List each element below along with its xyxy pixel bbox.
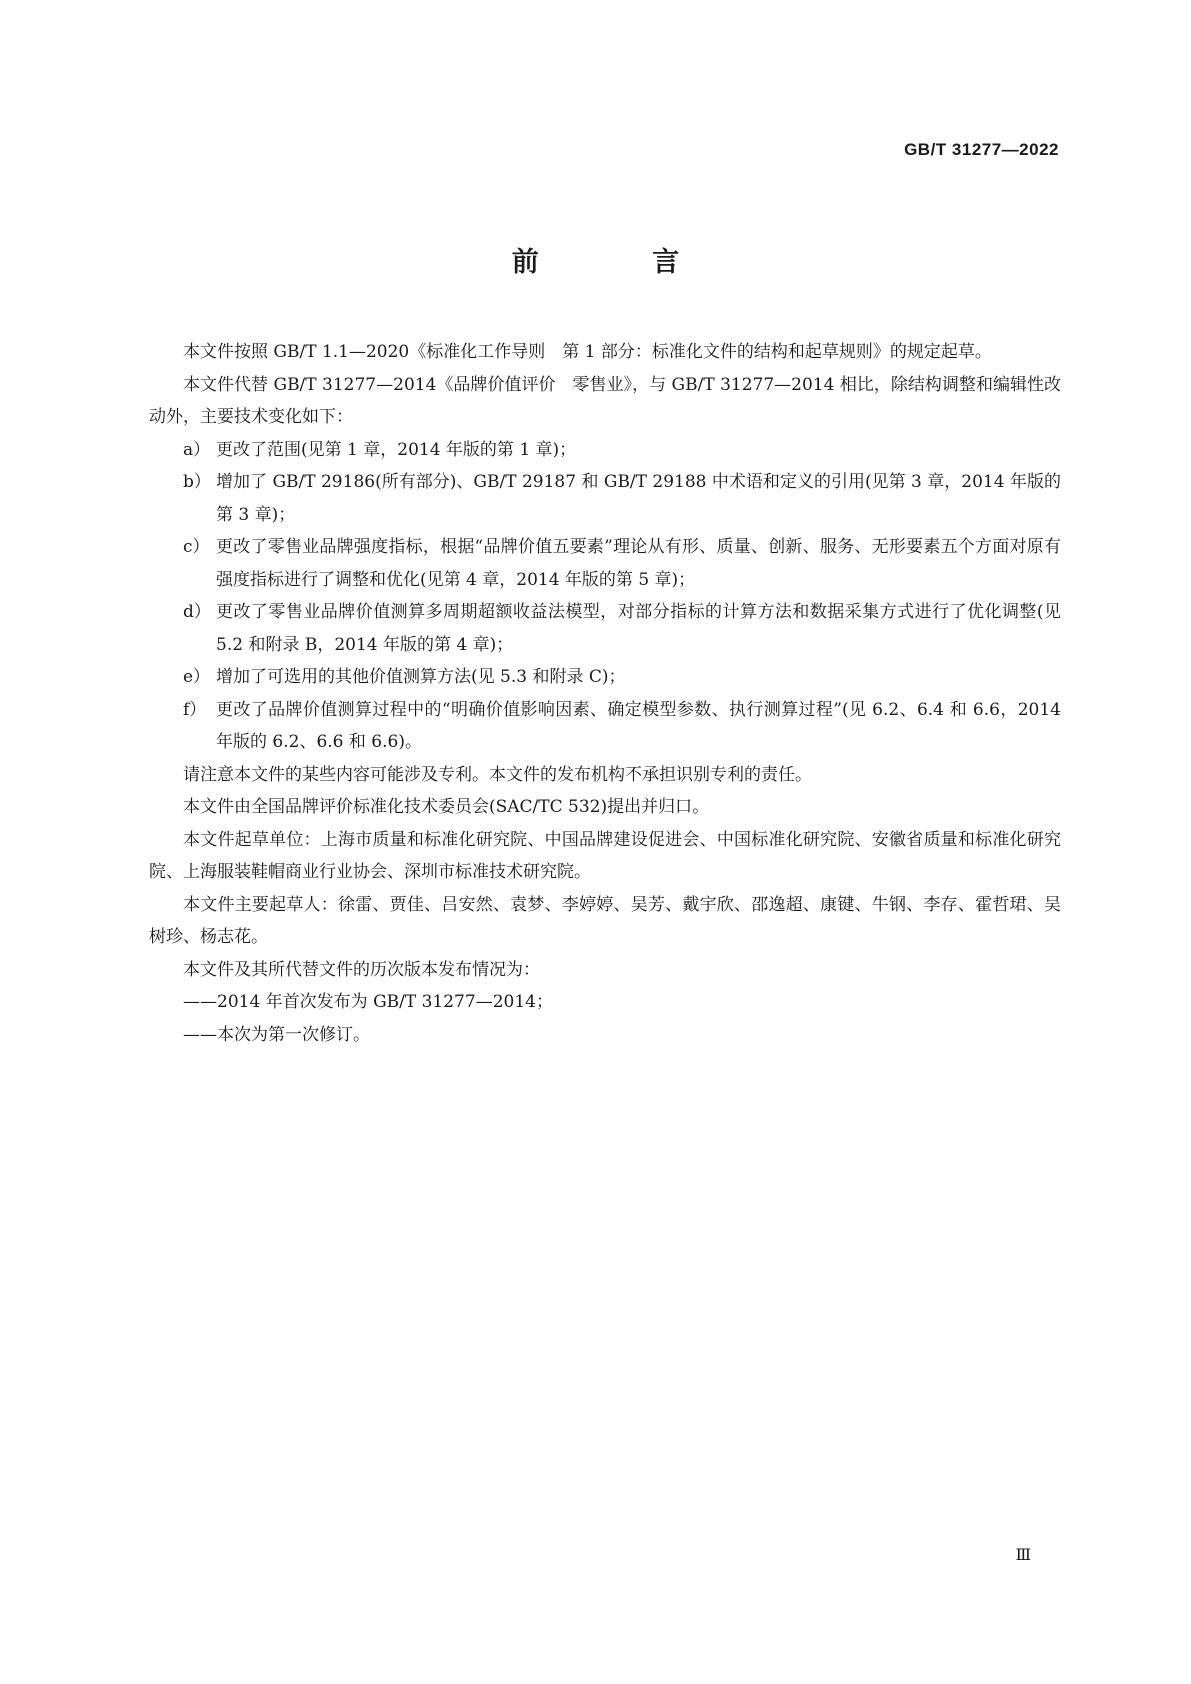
paragraph-drafters: 本文件主要起草人：徐雷、贾佳、吕安然、袁梦、李婷婷、吴芳、戴宇欣、邵逸超、康键、牛钢、李存、霍哲珺、吴树珍、杨志花。 bbox=[149, 894, 1061, 947]
list-item bbox=[149, 434, 1061, 467]
technical-changes-list bbox=[149, 434, 1061, 759]
paragraph-version-history: 本文件及其所代替文件的历次版本发布情况为： bbox=[183, 959, 540, 980]
list-item-text: 更改了零售业品牌强度指标，根据“品牌价值五要素”理论从有形、质量、创新、服务、无形要素五个方面对原有强度指标进行了调整和优化(见第 4 章，2014 年版的第 5 章)； bbox=[216, 537, 1061, 590]
history-item: ——本次为第一次修订。 bbox=[183, 1024, 370, 1045]
paragraph-patent-notice: 请注意本文件的某些内容可能涉及专利。本文件的发布机构不承担识别专利的责任。 bbox=[183, 764, 812, 785]
list-item-label: f） bbox=[183, 699, 207, 720]
list-item-text: 增加了 GB/T 29186(所有部分)、GB/T 29187 和 GB/T 29188 中术语和定义的引用(见第 3 章，2014 年版的第 3 章)； bbox=[216, 472, 1061, 525]
list-item bbox=[149, 694, 1061, 759]
standard-code: GB/T 31277—2022 bbox=[904, 140, 1059, 159]
list-item-label: b） bbox=[183, 472, 211, 492]
history-item: ——2014 年首次发布为 GB/T 31277—2014； bbox=[183, 992, 553, 1012]
list-item-text: 更改了零售业品牌价值测算多周期超额收益法模型，对部分指标的计算方法和数据采集方式进行了优化调整(见 5.2 和附录 B，2014 年版的第 4 章)； bbox=[216, 602, 1061, 655]
list-item-label: e） bbox=[183, 667, 211, 687]
list-item-text: 更改了品牌价值测算过程中的“明确价值影响因素、确定模型参数、执行测算过程”(见 6.2、6.4 和 6.6，2014 年版的 6.2、6.6 和 6.6)。 bbox=[216, 699, 1061, 752]
list-item bbox=[149, 531, 1061, 596]
list-item bbox=[149, 466, 1061, 531]
paragraph-proposer: 本文件由全国品牌评价标准化技术委员会(SAC/TC 532)提出并归口。 bbox=[183, 797, 710, 817]
page-title: 前 言 bbox=[511, 247, 732, 278]
page-number: Ⅲ bbox=[1015, 1545, 1031, 1564]
list-item bbox=[149, 596, 1061, 661]
list-item bbox=[149, 661, 1061, 694]
list-item-label: c） bbox=[183, 537, 210, 557]
list-item-text: 增加了可选用的其他价值测算方法(见 5.3 和附录 C)； bbox=[216, 667, 626, 687]
list-item-label: d） bbox=[183, 602, 211, 622]
paragraph-drafting-basis: 本文件按照 GB/T 1.1—2020《标准化工作导则 第 1 部分：标准化文件的结构和起草规则》的规定起草。 bbox=[183, 342, 992, 362]
paragraph-replacement: 本文件代替 GB/T 31277—2014《品牌价值评价 零售业》，与 GB/T 31277—2014 相比，除结构调整和编辑性改动外，主要技术变化如下： bbox=[149, 374, 1061, 427]
list-item-label: a） bbox=[183, 439, 211, 460]
foreword-body bbox=[149, 336, 1061, 1051]
paragraph-drafting-units: 本文件起草单位：上海市质量和标准化研究院、中国品牌建设促进会、中国标准化研究院、安徽省质量和标准化研究院、上海服装鞋帽商业行业协会、深圳市标准技术研究院。 bbox=[149, 829, 1061, 882]
list-item-text: 更改了范围(见第 1 章，2014 年版的第 1 章)； bbox=[216, 439, 577, 460]
